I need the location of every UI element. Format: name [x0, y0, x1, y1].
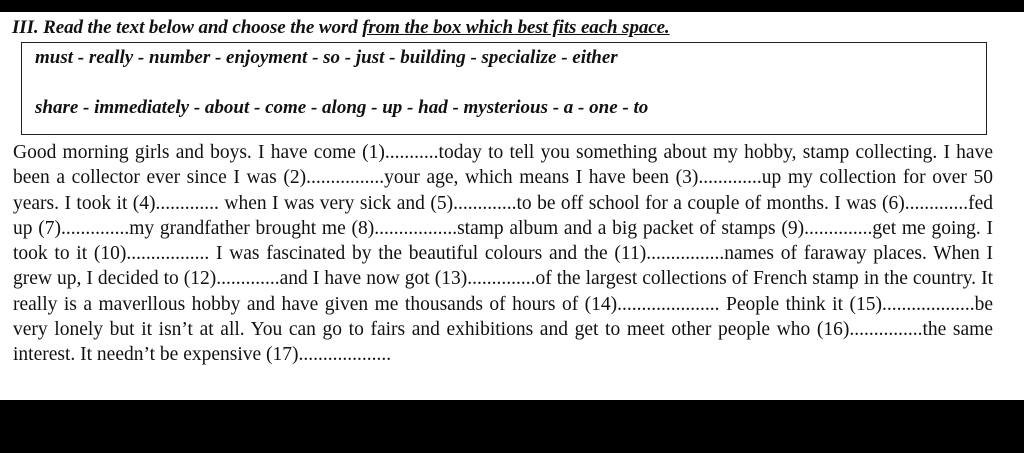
passage-text: Good morning girls and boys. I have come (1)...........today to tell you something about my hobby, stamp collecting. I have been a collector ever since I was (2)................your age, which means I have been (3).............up my collection for over 50 years. I took it (4)............. when I was very sick and (5).............to be off school for a couple of months. I was (6).............fed up (7)..............my grandfather brought me (8).................stamp album and a big packet of stamps (9)..............get me going. I took to it (10)................. I was fascinated by the beautiful colours and the (11)................names of faraway places. When I grew up, I decided to (12).............and I have now got (13)..............of the largest collections of French stamp in the country. It really is a maverllous hobby and have given me thousands of hours of (14)..................... People think it (15)...................be very lonely but it isn’t at all. You can go to fairs and exhibitions and get to meet other people who (16)...............the same interest. It needn’t be expensive (17)...................	[13, 142, 993, 366]
heading-text: III. Read the text below and choose the word	[12, 17, 363, 38]
worksheet-page	[0, 12, 1024, 400]
word-box-line-2: share - immediately - about - come - along - up - had - mysterious - a - one - to	[35, 97, 649, 118]
word-box	[21, 42, 987, 135]
exercise-heading	[12, 17, 1012, 39]
word-box-line-1: must - really - number - enjoyment - so - just - building - specialize - either	[35, 47, 618, 68]
passage	[13, 140, 993, 368]
heading-underlined-text: from the box which best fits each space.	[362, 17, 670, 38]
